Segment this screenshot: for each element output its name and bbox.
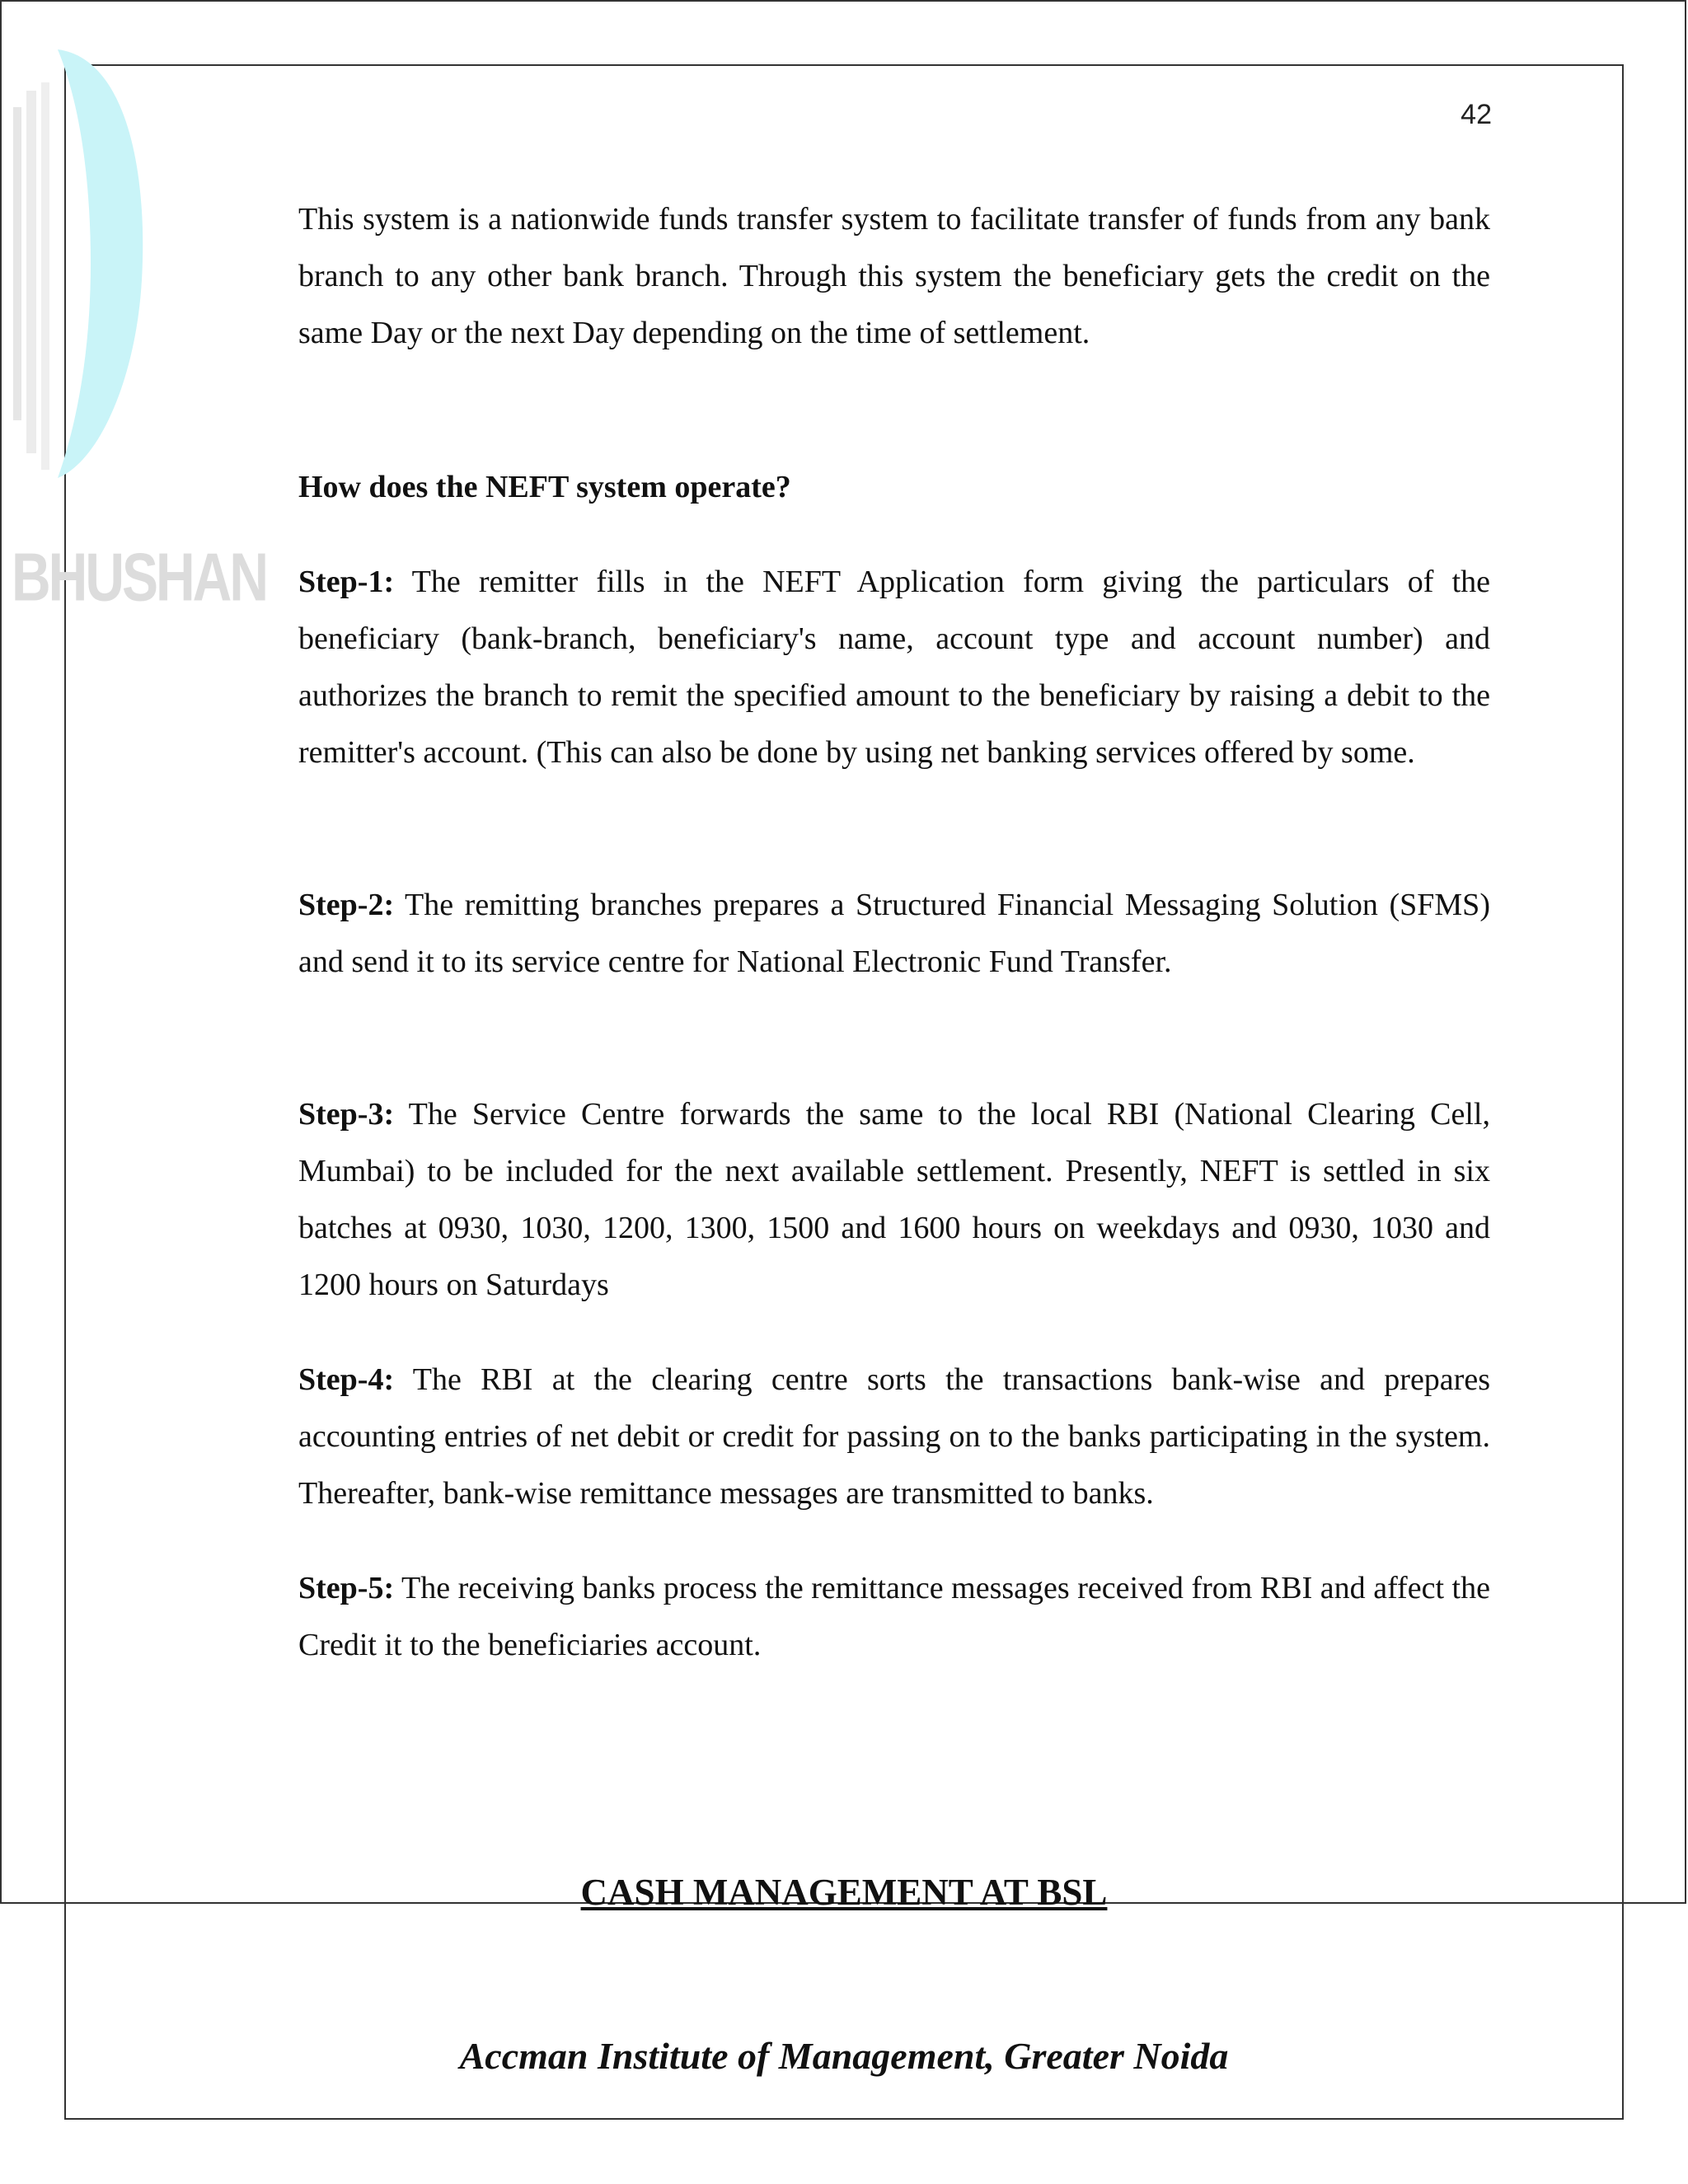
step-3-label: Step-3: — [298, 1097, 395, 1132]
bhushan-logo-watermark — [0, 33, 266, 615]
step-3-text: The Service Centre forwards the same to the local RBI (National Clearing Cell, Mumbai) to be included for the next available settlement. Presently, NEFT is settled in six batches at 0930, 1030, 1200, 1300, 1500 and 1600 hours on weekdays and 0930, 1030 and 1200 hours on Saturdays — [298, 1097, 1490, 1302]
step-3-paragraph — [298, 1086, 1490, 1314]
step-5-text: The receiving banks process the remittance messages received from RBI and affect the Credit it to the beneficiaries account. — [298, 1571, 1490, 1662]
logo-swirl-icon — [0, 33, 157, 494]
step-1-label: Step-1: — [298, 565, 395, 599]
watermark-text: BHUSHAN — [12, 538, 266, 615]
step-1-text: The remitter fills in the NEFT Application form giving the particulars of the beneficiary (bank-branch, beneficiary's name, account type and account number) and authorizes the branch to remit the specified amount to the beneficiary by raising a debit to the remitter's account. (This can also be done by using net banking services offered by some. — [298, 565, 1490, 770]
step-4-text: The RBI at the clearing centre sorts the transactions bank-wise and prepares accounting entries of net debit or credit for passing on to the banks participating in the system. Thereafter, bank-wise remittance messages are transmitted to banks. — [298, 1362, 1490, 1511]
intro-paragraph: This system is a nationwide funds transfer system to facilitate transfer of funds from any bank branch to any other bank branch. Through this system the beneficiary gets the credit on the same Day or the next Day depending on the time of settlement. — [298, 202, 1490, 350]
document-body — [298, 191, 1490, 1674]
page-number: 42 — [1461, 99, 1492, 130]
section-heading: CASH MANAGEMENT AT BSL — [580, 1872, 1108, 1913]
step-4-paragraph — [298, 1352, 1490, 1522]
step-2-paragraph — [298, 877, 1490, 991]
step-2-label: Step-2: — [298, 888, 395, 922]
step-4-label: Step-4: — [298, 1362, 395, 1397]
neft-operation-heading: How does the NEFT system operate? — [298, 470, 791, 504]
step-5-label: Step-5: — [298, 1571, 395, 1605]
footer-institute-name: Accman Institute of Management, Greater Noida — [459, 2035, 1229, 2077]
step-1-paragraph — [298, 554, 1490, 781]
step-5-paragraph — [298, 1560, 1490, 1674]
step-2-text: The remitting branches prepares a Structured Financial Messaging Solution (SFMS) and send it to its service centre for National Electronic Fund Transfer. — [298, 888, 1490, 979]
